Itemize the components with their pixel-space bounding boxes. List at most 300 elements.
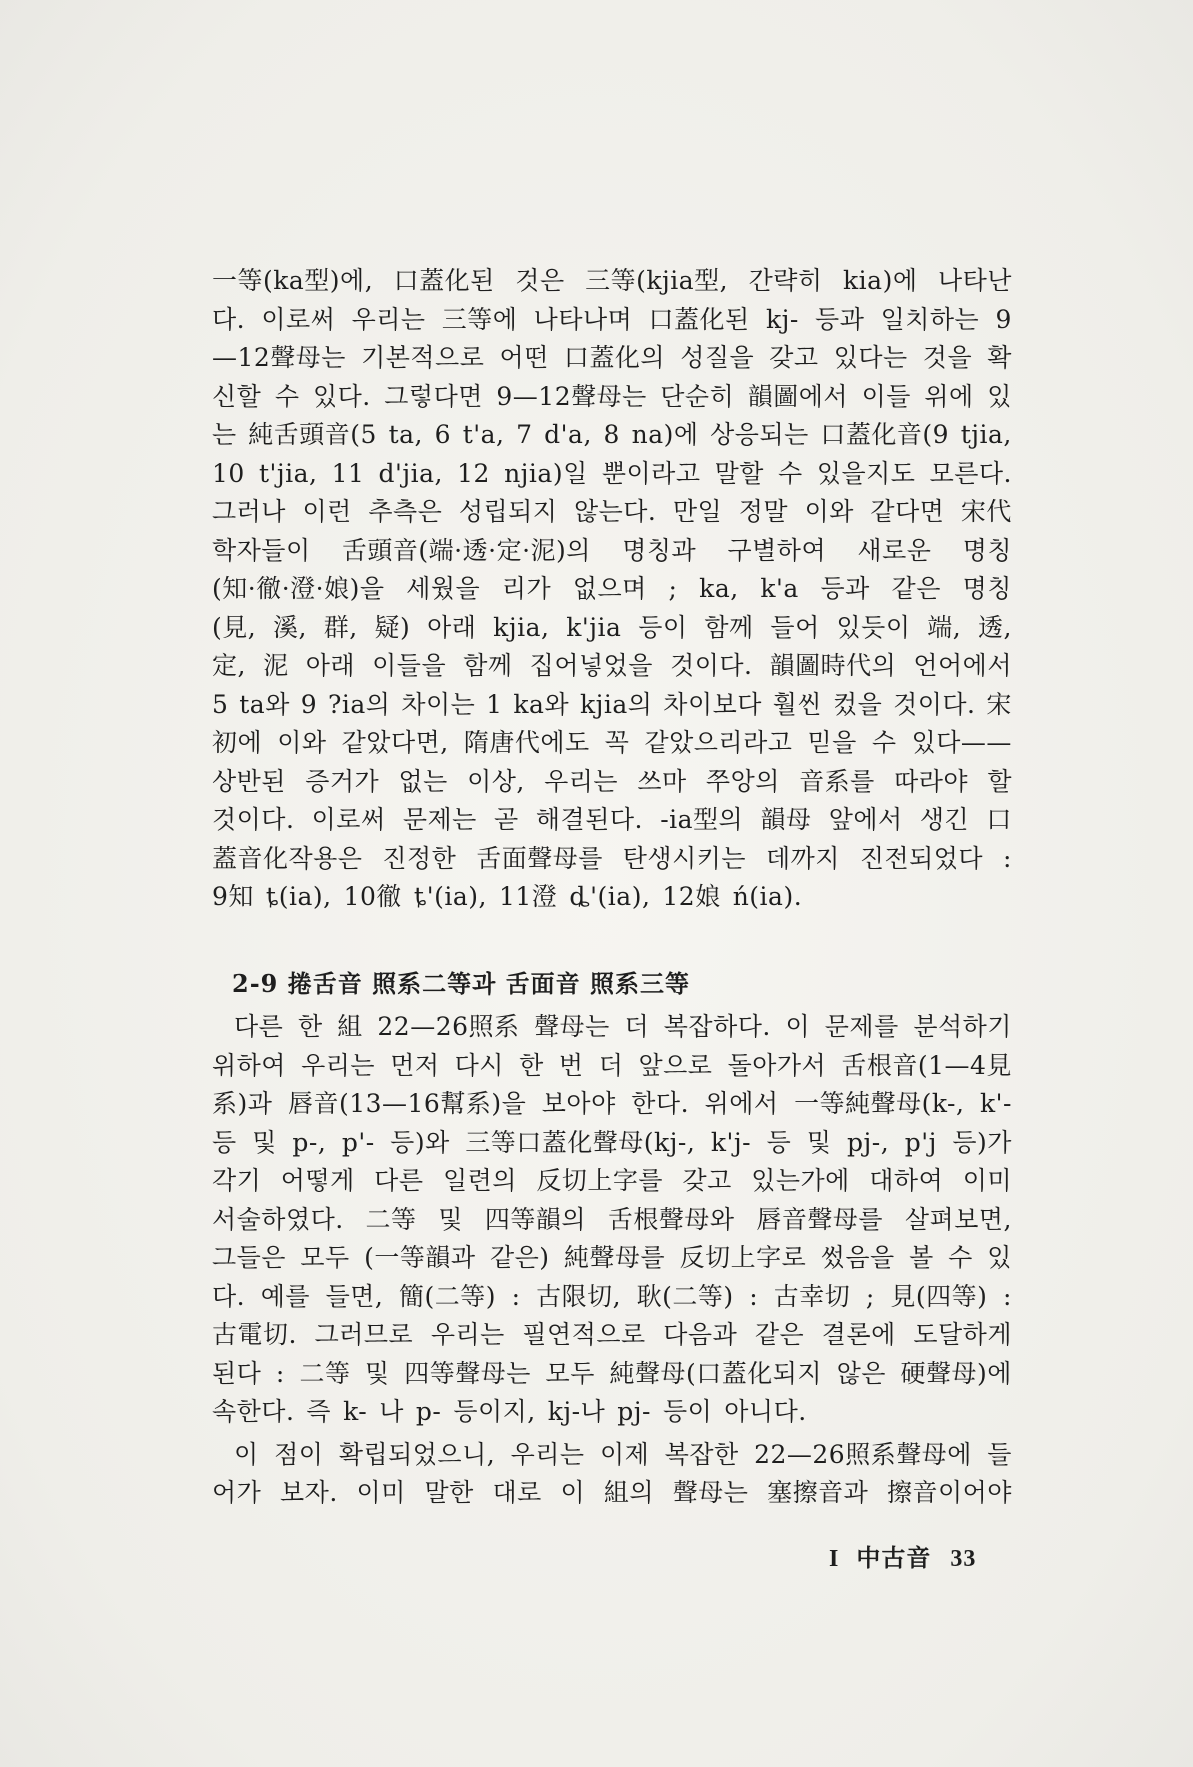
- text-word: 二等: [365, 1204, 417, 1234]
- text-word: 反切上字를: [536, 1166, 663, 1195]
- text-word: 있듯이: [836, 612, 911, 642]
- text-word: 溪,: [273, 612, 307, 642]
- text-line: [212, 840, 1012, 879]
- text-word: 서술하였다.: [212, 1204, 344, 1234]
- text-word: 우리는: [544, 766, 619, 796]
- text-word: 10徹: [343, 882, 402, 911]
- text-line: [212, 532, 1012, 571]
- text-word: :: [1003, 1281, 1012, 1311]
- text-word: :: [511, 1281, 521, 1311]
- text-word: :: [275, 1358, 285, 1388]
- text-word: 점이: [274, 1439, 324, 1469]
- text-word: 등: [766, 1127, 792, 1157]
- text-word: 다른: [234, 1012, 284, 1041]
- text-word: 복잡한: [664, 1439, 739, 1469]
- text-word: 우리는: [301, 1050, 376, 1080]
- text-word: p-,: [292, 1127, 327, 1157]
- text-word: 唇音聲母를: [756, 1204, 884, 1234]
- text-word: p'j: [904, 1127, 937, 1157]
- text-word: 훨씬: [772, 689, 823, 719]
- text-word: 위에: [924, 381, 974, 411]
- text-word: 살펴보면,: [904, 1204, 1012, 1234]
- text-word: 그러나: [212, 497, 286, 526]
- text-word: 한다.: [631, 1089, 690, 1118]
- text-word: 舌頭音(端·透·定·泥)의: [341, 535, 591, 565]
- text-word: 이미: [962, 1166, 1012, 1195]
- text-word: 塞擦音과: [767, 1478, 869, 1507]
- text-word: d'jia,: [378, 458, 444, 488]
- text-word: 복잡하다.: [663, 1012, 771, 1041]
- text-word: 22—26照系: [377, 1012, 520, 1041]
- text-word: 명칭: [962, 535, 1012, 565]
- text-word: 一等(ka型)에,: [212, 266, 374, 295]
- text-word: 일치하는: [880, 304, 980, 334]
- text-word: 우리는: [430, 1320, 505, 1349]
- text-line: [212, 609, 1012, 648]
- text-word: 透,: [978, 612, 1012, 642]
- text-word: 없는: [398, 766, 448, 796]
- text-word: 二等: [299, 1358, 351, 1388]
- text-word: 그렇다면: [384, 381, 483, 411]
- text-word: 것이다.: [670, 651, 753, 680]
- text-word: 정말: [738, 497, 789, 526]
- text-word: 蓋音化작용은: [212, 843, 363, 873]
- text-word: 대로: [492, 1478, 542, 1507]
- text-word: 같은: [754, 1320, 805, 1349]
- text-word: 명칭과: [622, 535, 697, 565]
- text-word: 모두: [545, 1358, 595, 1388]
- text-word: 四等韻의: [484, 1204, 587, 1234]
- text-word: 해결된다.: [535, 805, 643, 834]
- text-word: 舌根聲母와: [607, 1204, 735, 1234]
- text-word: 一等純聲母(k-,: [794, 1089, 965, 1118]
- text-word: k'jia: [566, 612, 622, 642]
- text-word: 8: [603, 420, 620, 449]
- text-word: 우리는: [510, 1439, 585, 1469]
- text-word: 필연적으로: [522, 1320, 646, 1349]
- text-word: pj-: [617, 1397, 651, 1426]
- paragraph-1: [212, 262, 1012, 917]
- text-word: 이: [560, 1478, 586, 1507]
- text-word: 이들: [861, 381, 911, 411]
- text-word: 아래: [305, 651, 356, 680]
- text-word: 것을: [922, 343, 973, 372]
- text-word: 口: [986, 805, 1012, 834]
- text-word: 아니다.: [724, 1397, 807, 1426]
- text-word: 硬聲母)에: [900, 1358, 1012, 1388]
- text-word: 5: [212, 689, 229, 719]
- text-word: ?ia의: [328, 689, 391, 719]
- text-word: 純舌頭音(5: [248, 420, 377, 449]
- text-word: 것이다.: [212, 805, 295, 834]
- text-word: 어가: [212, 1478, 262, 1507]
- text-word: 韻圖時代의: [769, 651, 897, 680]
- text-word: 한: [519, 1050, 544, 1080]
- text-line: [212, 570, 1012, 609]
- text-word: 앞에서: [828, 805, 903, 834]
- text-word: 생긴: [919, 805, 970, 834]
- text-word: 나타난: [937, 266, 1012, 295]
- text-line: [212, 1047, 1012, 1086]
- text-word: -ia型의: [660, 805, 744, 834]
- text-word: 말할: [714, 458, 764, 488]
- text-word: 도달하게: [913, 1320, 1012, 1349]
- text-word: 이상,: [467, 766, 525, 796]
- text-word: 古限切,: [536, 1281, 622, 1311]
- text-word: 즉: [306, 1397, 332, 1426]
- text-word: 舌根音(1—4見: [841, 1050, 1012, 1080]
- text-word: 三等口蓋化聲母(kj-,: [465, 1127, 696, 1157]
- text-word: 것이다.: [893, 689, 976, 719]
- text-word: 이로써: [261, 304, 336, 334]
- text-word: 口蓋化의: [563, 343, 666, 372]
- text-word: 된다: [212, 1358, 262, 1388]
- text-word: 속한다.: [212, 1397, 295, 1426]
- text-word: 이들을: [372, 651, 447, 680]
- text-word: 집어넣었을: [529, 651, 653, 680]
- text-word: 같다면: [870, 497, 945, 526]
- text-word: 三等(kjia型,: [585, 266, 729, 295]
- text-word: :: [1002, 843, 1012, 873]
- text-word: 위하여: [212, 1050, 286, 1080]
- text-word: 썼음을: [820, 1243, 895, 1272]
- text-word: 宋: [986, 689, 1012, 719]
- text-word: 수: [871, 728, 897, 757]
- text-word: 우리는: [351, 304, 426, 334]
- text-word: 初에: [212, 728, 263, 757]
- text-word: 다음과: [663, 1320, 738, 1349]
- text-word: 같은: [891, 574, 941, 603]
- text-word: 학자들이: [212, 535, 311, 565]
- text-word: 다시: [454, 1050, 504, 1080]
- text-word: (知·徹·澄·娘)을: [212, 574, 385, 603]
- text-line: [212, 1316, 1012, 1355]
- text-word: 있는가에: [751, 1166, 850, 1195]
- text-word: 들: [987, 1439, 1012, 1469]
- text-word: 등이지,: [453, 1397, 536, 1426]
- text-word: 등이: [662, 1397, 713, 1426]
- text-word: 있: [987, 381, 1012, 411]
- text-word: 純聲母를: [563, 1243, 666, 1272]
- text-word: 앞으로: [638, 1050, 713, 1080]
- text-word: 反切上字로: [679, 1243, 807, 1272]
- text-word: 것은: [515, 266, 565, 295]
- text-line: [212, 1201, 1012, 1240]
- text-word: (見,: [212, 612, 257, 642]
- text-word: 9: [300, 689, 318, 719]
- text-word: d'a,: [544, 420, 592, 449]
- text-word: 9知: [212, 882, 254, 911]
- text-word: 簡(二等): [398, 1281, 496, 1311]
- text-word: 있을지도: [816, 458, 916, 488]
- text-word: kj-: [765, 304, 799, 334]
- text-word: 見(四等): [890, 1281, 988, 1311]
- text-word: 隋唐代에도: [463, 728, 590, 757]
- text-word: na)에: [631, 420, 699, 449]
- text-word: 증거가: [305, 766, 380, 796]
- text-word: 등이: [638, 612, 688, 642]
- text-word: 11: [331, 458, 365, 488]
- text-word: k'-: [979, 1089, 1012, 1118]
- text-word: 口蓋化된: [393, 266, 495, 295]
- text-word: kj-나: [547, 1397, 606, 1426]
- text-word: tjia,: [960, 420, 1012, 449]
- text-word: 언어에서: [913, 651, 1012, 680]
- text-word: k-: [343, 1397, 368, 1426]
- text-word: 성질을: [680, 343, 755, 372]
- text-word: 성립되지: [458, 497, 558, 526]
- text-line: [212, 339, 1012, 378]
- text-word: 단순히: [660, 381, 735, 411]
- text-word: 돌아가서: [727, 1050, 827, 1080]
- text-line: [212, 647, 1012, 686]
- text-line: [212, 301, 1012, 340]
- text-word: 문제는: [402, 805, 477, 834]
- text-line: [212, 801, 1012, 840]
- text-word: 6: [434, 420, 452, 449]
- text-word: 같은): [489, 1243, 550, 1272]
- text-word: ȡ'(ia),: [569, 882, 651, 911]
- text-word: 같았다면,: [341, 728, 449, 757]
- text-word: 진정한: [382, 843, 457, 873]
- text-word: 는: [212, 420, 237, 449]
- text-word: (一等韻과: [364, 1243, 476, 1272]
- text-word: 泥: [263, 651, 289, 680]
- text-word: 함께: [463, 651, 513, 680]
- text-word: 보자.: [280, 1478, 338, 1507]
- text-word: 韻母: [760, 805, 812, 834]
- footer-section-title: 中古音: [856, 1546, 932, 1572]
- text-word: njia)일: [504, 458, 588, 488]
- text-word: :: [749, 1281, 759, 1311]
- text-word: 번: [558, 1050, 584, 1080]
- text-word: 만일: [672, 497, 723, 526]
- text-word: 기본적으로: [361, 343, 485, 372]
- text-word: 있다.: [313, 381, 371, 411]
- text-line: [212, 1393, 1012, 1432]
- text-word: 다.: [212, 304, 246, 334]
- text-word: 더: [624, 1012, 650, 1041]
- text-word: 모른다.: [929, 458, 1012, 488]
- text-line: [212, 1436, 1012, 1475]
- text-word: 상응되는: [710, 420, 809, 449]
- text-word: 四等聲母는: [404, 1358, 531, 1388]
- text-word: 이와: [804, 497, 854, 526]
- text-word: 韻圖에서: [747, 381, 849, 411]
- text-word: 있: [987, 1243, 1012, 1272]
- text-word: 및: [806, 1127, 832, 1157]
- text-word: 이: [234, 1439, 259, 1469]
- text-word: ta와: [239, 689, 290, 719]
- text-word: 이런: [302, 497, 352, 526]
- text-word: ń(ia).: [732, 882, 803, 911]
- text-word: 분석하기: [913, 1012, 1012, 1041]
- text-word: 컸을: [832, 689, 883, 719]
- text-word: 및: [438, 1204, 464, 1234]
- text-word: ȶ'(ia),: [413, 882, 487, 911]
- text-word: 말한: [424, 1478, 474, 1507]
- text-word: 각기: [212, 1166, 262, 1195]
- text-word: 없으며: [572, 574, 647, 603]
- text-word: 9: [995, 304, 1012, 334]
- text-word: 수: [274, 381, 300, 411]
- text-word: 22—26照系聲母에: [754, 1439, 972, 1469]
- text-word: 등)가: [952, 1127, 1012, 1157]
- text-word: 12娘: [662, 882, 721, 911]
- text-word: 端,: [927, 612, 962, 642]
- text-word: t'a,: [462, 420, 505, 449]
- text-word: 聲母는: [534, 1012, 610, 1041]
- text-word: 추측은: [368, 497, 443, 526]
- text-word: 組의: [603, 1478, 655, 1507]
- text-word: 다.: [212, 1281, 246, 1311]
- text-word: kjia,: [493, 612, 550, 642]
- text-word: 三等에: [441, 304, 518, 334]
- text-line: [212, 455, 1012, 494]
- text-word: 耿(二等): [636, 1281, 734, 1311]
- text-word: 古電切.: [212, 1320, 297, 1349]
- text-word: 차이보다: [663, 689, 762, 719]
- text-word: 차이는: [401, 689, 476, 719]
- text-word: 이: [785, 1012, 811, 1041]
- text-word: ;: [668, 574, 678, 603]
- text-word: 組: [337, 1012, 363, 1041]
- text-word: 데까지: [765, 843, 840, 873]
- paragraph-2-and-3: [212, 1008, 1012, 1513]
- text-word: 명칭: [962, 574, 1012, 603]
- text-word: —12聲母는: [212, 343, 346, 372]
- text-word: 않은: [836, 1358, 886, 1388]
- text-word: 구별하여: [727, 535, 827, 565]
- text-word: 나타나며: [533, 304, 633, 334]
- text-word: 疑): [374, 612, 411, 642]
- text-word: 唇音(13—16幫系)을: [287, 1089, 527, 1118]
- text-word: pj-,: [847, 1127, 890, 1157]
- text-word: 群,: [323, 612, 358, 642]
- text-word: 있다——: [911, 728, 1012, 757]
- text-word: 먼저: [390, 1050, 440, 1080]
- text-word: 어떻게: [280, 1166, 355, 1195]
- text-word: 뿐이라고: [601, 458, 701, 488]
- text-word: 그러므로: [314, 1320, 414, 1349]
- text-word: 및: [252, 1127, 277, 1157]
- text-word: 더: [598, 1050, 624, 1080]
- text-word: 쓰마: [637, 766, 687, 796]
- text-line: [212, 1355, 1012, 1394]
- text-word: 않는다.: [573, 497, 657, 526]
- text-word: ȶ(ia),: [265, 882, 332, 911]
- text-word: 宋代: [960, 497, 1012, 526]
- text-line: [212, 1008, 1012, 1047]
- text-word: 나: [379, 1397, 404, 1426]
- text-word: 擦音이어야: [886, 1478, 1012, 1507]
- text-word: 갖고: [769, 343, 819, 372]
- text-word: 수: [948, 1243, 973, 1272]
- text-word: p-: [415, 1397, 442, 1426]
- text-line: [212, 493, 1012, 532]
- text-word: 갖고: [682, 1166, 732, 1195]
- text-word: 아래: [427, 612, 477, 642]
- text-word: 및: [365, 1358, 390, 1388]
- text-line: [212, 1124, 1012, 1163]
- text-word: 그들은: [212, 1243, 286, 1272]
- text-word: 이로써: [311, 805, 386, 834]
- text-word: 모두: [300, 1243, 350, 1272]
- text-word: 古幸切: [773, 1281, 851, 1311]
- text-word: ;: [865, 1281, 875, 1311]
- text-word: 쭈앙의: [705, 766, 780, 796]
- text-word: 어떤: [499, 343, 549, 372]
- text-word: kjia의: [579, 689, 653, 719]
- text-word: 들어: [770, 612, 820, 642]
- text-word: 聲母는: [672, 1478, 749, 1507]
- text-word: 따라야: [894, 766, 969, 796]
- text-word: ta,: [388, 420, 424, 449]
- text-line: [212, 1239, 1012, 1278]
- text-word: 들면,: [325, 1281, 384, 1311]
- footer-section-numeral: I: [829, 1546, 840, 1572]
- text-word: 위에서: [704, 1089, 779, 1118]
- text-word: 결론에: [821, 1320, 896, 1349]
- text-line: [212, 416, 1012, 455]
- text-word: 定,: [212, 651, 246, 680]
- text-word: k'a: [760, 574, 799, 603]
- text-word: kia)에: [843, 266, 918, 295]
- text-word: 등)와: [390, 1127, 450, 1157]
- text-word: 12: [457, 458, 490, 488]
- text-line: [212, 1162, 1012, 1201]
- text-line: [212, 262, 1012, 301]
- text-word: 이와: [277, 728, 327, 757]
- text-word: 口蓋化音(9: [820, 420, 950, 449]
- text-word: k'j-: [710, 1127, 752, 1157]
- text-word: 다른: [374, 1166, 424, 1195]
- text-word: 보아야: [541, 1089, 616, 1118]
- text-word: 대하여: [869, 1166, 944, 1195]
- text-word: 있다는: [833, 343, 908, 372]
- text-word: 舌面聲母를: [476, 843, 603, 873]
- text-word: 확립되었으니,: [338, 1439, 496, 1469]
- text-line: [212, 1085, 1012, 1124]
- text-line: [212, 1474, 1012, 1513]
- text-word: p'-: [341, 1127, 375, 1157]
- text-line: [212, 878, 1012, 917]
- text-word: 믿을: [807, 728, 857, 757]
- text-word: 1: [486, 689, 503, 719]
- text-word: 간략히: [748, 266, 823, 295]
- text-word: 9—12聲母는: [496, 381, 647, 411]
- text-word: ka와: [513, 689, 570, 719]
- text-line: [212, 1278, 1012, 1317]
- text-word: 등과: [815, 304, 865, 334]
- text-word: 같았으리라고: [644, 728, 793, 757]
- text-word: 수: [778, 458, 803, 488]
- text-word: 이제: [599, 1439, 650, 1469]
- section-heading: 2-9 捲舌音 照系二等과 舌面音 照系三等: [232, 969, 690, 998]
- text-word: 할: [987, 766, 1012, 796]
- text-word: 예를: [260, 1281, 311, 1311]
- text-word: 진전되었다: [859, 843, 984, 873]
- text-word: 리가: [501, 574, 552, 603]
- text-word: 口蓋化된: [648, 304, 750, 334]
- text-word: 문제를: [824, 1012, 899, 1041]
- text-word: 11澄: [499, 882, 558, 911]
- text-word: 일련의: [442, 1166, 517, 1195]
- text-word: 音系를: [799, 766, 875, 796]
- text-line: [212, 686, 1012, 725]
- text-word: 이미: [356, 1478, 406, 1507]
- text-line: [212, 378, 1012, 417]
